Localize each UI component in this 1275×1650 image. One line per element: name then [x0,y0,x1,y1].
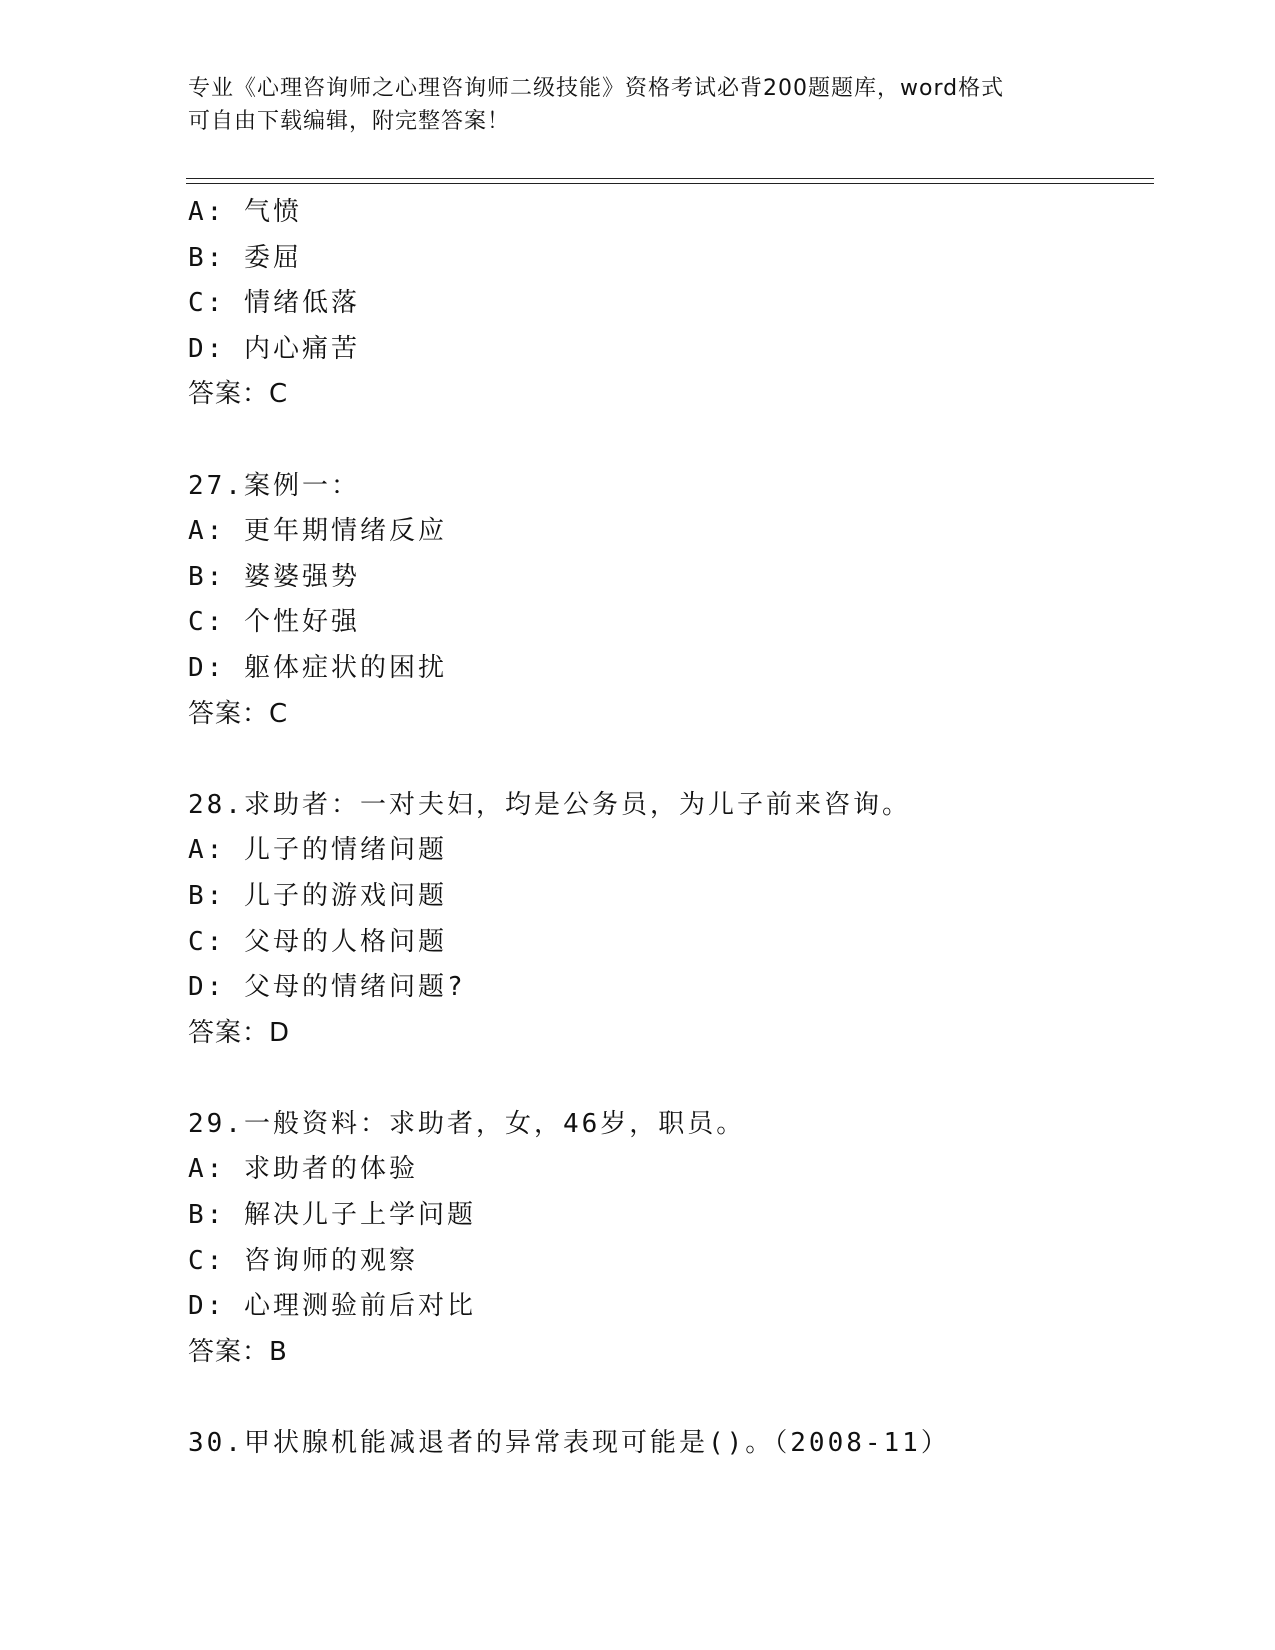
option-c: C: 个性好强 [188,607,360,638]
header-rule-top [186,178,1154,179]
block-spacer [188,1375,1148,1421]
answer-line: 答案：C [188,379,289,410]
question-text: 29.一般资料：求助者，女，46岁，职员。 [188,1108,746,1139]
block-spacer [188,1056,1148,1102]
question-block [188,464,1148,738]
option-a: A: 求助者的体验 [188,1154,418,1185]
block-spacer [188,737,1148,783]
option-a: A: 更年期情绪反应 [188,516,447,547]
option-a: A: 气愤 [188,197,302,227]
option-d: D: 内心痛苦 [188,333,360,364]
option-d: D: 躯体症状的困扰 [188,652,447,683]
option-a: A: 儿子的情绪问题 [188,835,447,866]
option-d: D: 父母的情绪问题? [188,972,466,1003]
question-block [188,1421,1148,1467]
header-rule-bottom [186,183,1154,184]
document-header [188,72,1088,138]
question-block [188,1102,1148,1376]
question-text: 28.求助者：一对夫妇，均是公务员，为儿子前来咨询。 [188,789,911,820]
question-block [188,783,1148,1057]
question-list [188,190,1148,1467]
block-spacer [188,418,1148,464]
option-c: C: 情绪低落 [188,288,360,319]
option-b: B: 委屈 [188,242,302,273]
header-line-1: 专业《心理咨询师之心理咨询师二级技能》资格考试必背200题题库，word格式 [188,76,1005,101]
option-c: C: 咨询师的观察 [188,1245,418,1276]
header-line-2: 可自由下载编辑，附完整答案！ [188,109,511,134]
question-block [188,190,1148,418]
question-text: 30.甲状腺机能减退者的异常表现可能是()。（2008-11） [188,1428,950,1459]
option-c: C: 父母的人格问题 [188,926,447,957]
option-b: B: 解决儿子上学问题 [188,1200,476,1231]
option-b: B: 婆婆强势 [188,561,360,592]
option-b: B: 儿子的游戏问题 [188,880,447,911]
option-d: D: 心理测验前后对比 [188,1291,476,1322]
answer-line: 答案：D [188,1017,291,1048]
answer-line: 答案：C [188,698,289,729]
question-text: 27.案例一： [188,470,360,501]
answer-line: 答案：B [188,1336,288,1367]
